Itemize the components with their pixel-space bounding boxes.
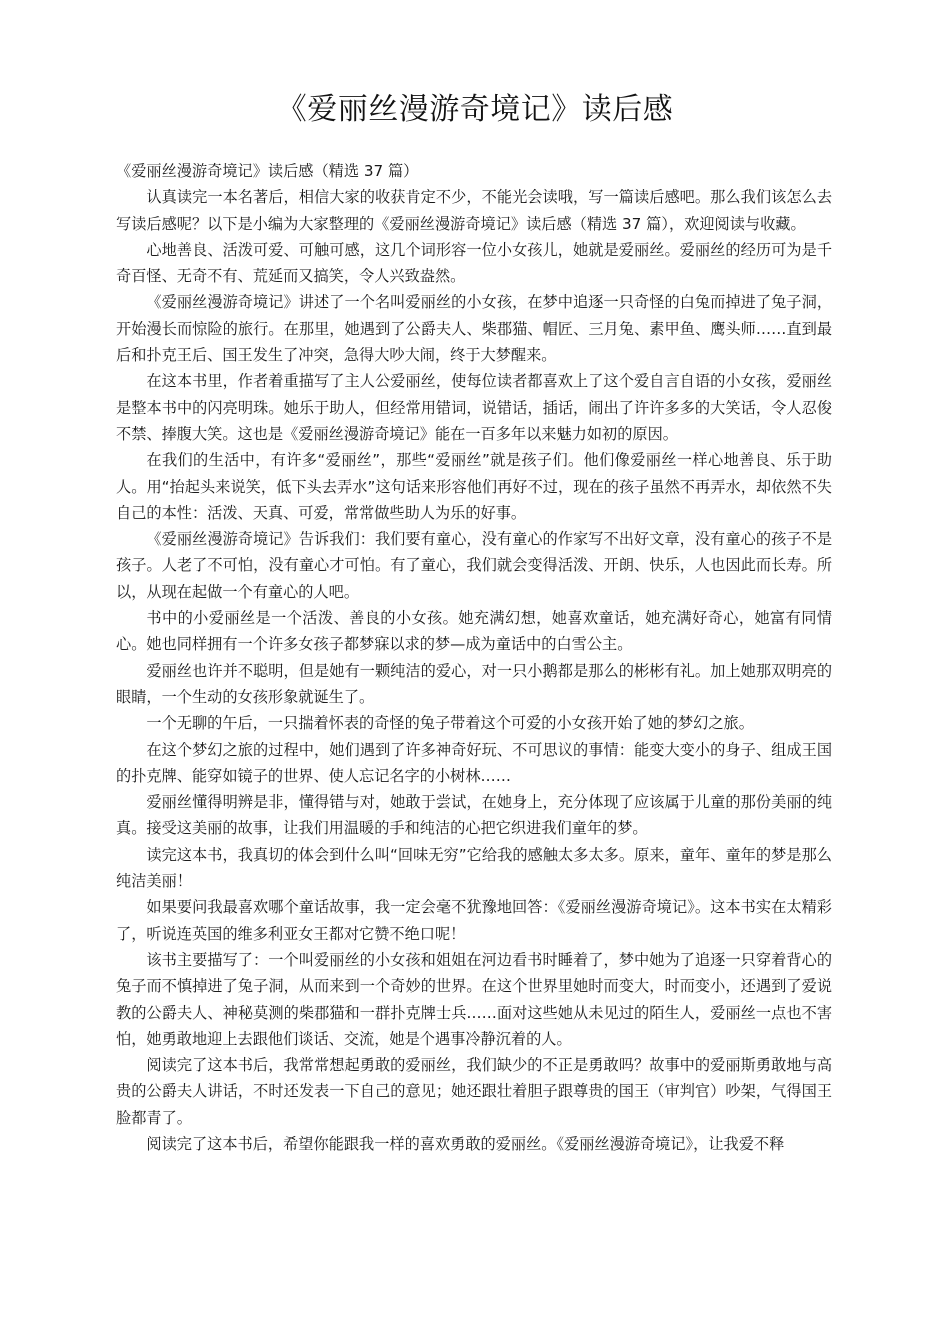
paragraph: 爱丽丝懂得明辨是非，懂得错与对，她敢于尝试，在她身上，充分体现了应该属于儿童的那份美丽的纯真。接受这美丽的故事，让我们用温暖的手和纯洁的心把它织进我们童年的梦。 <box>116 793 832 838</box>
paragraph-intro: 认真读完一本名著后，相信大家的收获肯定不少，不能光会读哦，写一篇读后感吧。那么我们该怎么去写读后感呢？以下是小编为大家整理的《爱丽丝漫游奇境记》读后感（精选 37 篇），欢迎阅读与收藏。 <box>116 188 832 233</box>
document-body <box>116 158 832 1157</box>
paragraph: 在我们的生活中，有许多“爱丽丝”，那些“爱丽丝”就是孩子们。他们像爱丽丝一样心地善良、乐于助人。用“抬起头来说笑，低下头去弄水”这句话来形容他们再好不过，现在的孩子虽然不再弄水，却依然不失自己的本性：活泼、天真、可爱，常常做些助人为乐的好事。 <box>116 451 832 522</box>
paragraph: 在这本书里，作者着重描写了主人公爱丽丝，使每位读者都喜欢上了这个爱自言自语的小女孩，爱丽丝是整本书中的闪亮明珠。她乐于助人，但经常用错词，说错话，插话，闹出了许许多多的大笑话，令人忍俊不禁、捧腹大笑。这也是《爱丽丝漫游奇境记》能在一百多年以来魅力如初的原因。 <box>116 372 832 443</box>
document-subtitle: 《爱丽丝漫游奇境记》读后感（精选 37 篇） <box>116 162 419 180</box>
paragraph: 爱丽丝也许并不聪明，但是她有一颗纯洁的爱心，对一只小鹅都是那么的彬彬有礼。加上她那双明亮的眼睛，一个生动的女孩形象就诞生了。 <box>116 661 832 706</box>
paragraph: 《爱丽丝漫游奇境记》告诉我们：我们要有童心，没有童心的作家写不出好文章，没有童心的孩子不是孩子。人老了不可怕，没有童心才可怕。有了童心，我们就会变得活泼、开朗、快乐，人也因此而长寿。所以，从现在起做一个有童心的人吧。 <box>116 530 832 601</box>
document-title: 《爱丽丝漫游奇境记》读后感 <box>276 92 674 127</box>
paragraph: 心地善良、活泼可爱、可触可感，这几个词形容一位小女孩儿，她就是爱丽丝。爱丽丝的经历可为是千奇百怪、无奇不有、荒延而又搞笑，令人兴致盎然。 <box>116 240 832 286</box>
paragraph: 阅读完了这本书后，我常常想起勇敢的爱丽丝，我们缺少的不正是勇敢吗？故事中的爱丽斯勇敢地与高贵的公爵夫人讲话，不时还发表一下自己的意见；她还跟壮着胆子跟尊贵的国王（审判官）吵架，气得国王脸都青了。 <box>116 1056 832 1127</box>
paragraph: 书中的小爱丽丝是一个活泼、善良的小女孩。她充满幻想，她喜欢童话，她充满好奇心，她富有同情心。她也同样拥有一个许多女孩子都梦寐以求的梦—成为童话中的白雪公主。 <box>116 609 832 654</box>
paragraph: 一个无聊的午后，一只揣着怀表的奇怪的兔子带着这个可爱的小女孩开始了她的梦幻之旅。 <box>146 714 754 733</box>
paragraph: 读完这本书，我真切的体会到什么叫“回味无穷”它给我的感触太多太多。原来，童年、童年的梦是那么纯洁美丽！ <box>116 845 832 891</box>
paragraph: 该书主要描写了：一个叫爱丽丝的小女孩和姐姐在河边看书时睡着了，梦中她为了追逐一只穿着背心的兔子而不慎掉进了兔子洞，从而来到一个奇妙的世界。在这个世界里她时而变大，时而变小，还遇到了爱说教的公爵夫人、神秘莫测的柴郡猫和一群扑克牌士兵……面对这些她从未见过的陌生人，爱丽丝一点也不害怕，她勇敢地迎上去跟他们谈话、交流，她是个遇事冷静沉着的人。 <box>116 950 832 1048</box>
paragraph: 在这个梦幻之旅的过程中，她们遇到了许多神奇好玩、不可思议的事情：能变大变小的身子、组成王国的扑克牌、能穿如镜子的世界、使人忘记名字的小树林…… <box>116 740 832 785</box>
paragraph: 如果要问我最喜欢哪个童话故事，我一定会毫不犹豫地回答：《爱丽丝漫游奇境记》。这本书实在太精彩了，听说连英国的维多利亚女王都对它赞不绝口呢！ <box>116 898 832 943</box>
paragraph: 阅读完了这本书后，希望你能跟我一样的喜欢勇敢的爱丽丝。《爱丽丝漫游奇境记》，让我爱不释 <box>146 1134 785 1153</box>
paragraph: 《爱丽丝漫游奇境记》讲述了一个名叫爱丽丝的小女孩，在梦中追逐一只奇怪的白兔而掉进了兔子洞，开始漫长而惊险的旅行。在那里，她遇到了公爵夫人、柴郡猫、帽匠、三月兔、素甲鱼、鹰头师……直到最后和扑克王后、国王发生了冲突，急得大吵大闹，终于大梦醒来。 <box>116 293 832 365</box>
